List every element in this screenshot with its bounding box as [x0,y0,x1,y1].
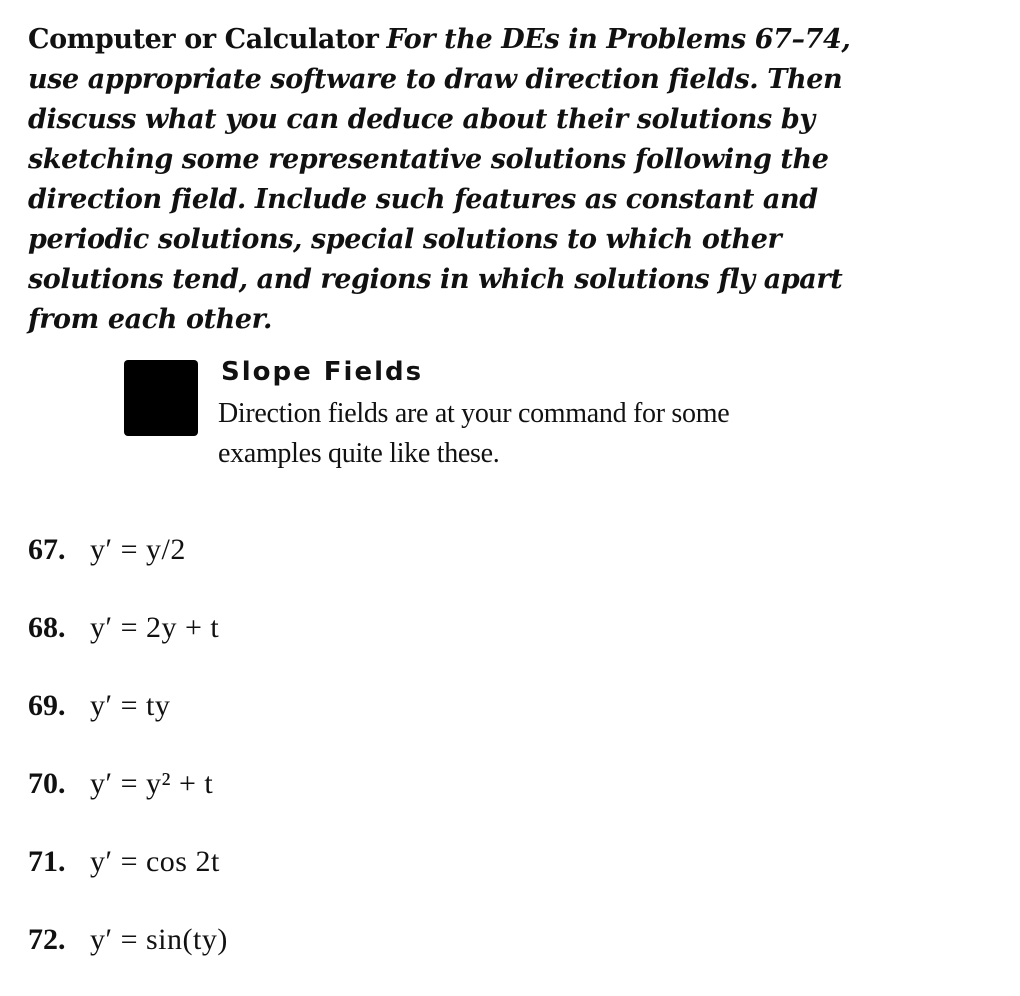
problem-equation: y′ = sin(ty) [90,923,228,956]
problem-item [28,528,728,606]
note-title: Slope Fields [221,357,424,387]
problem-item [28,840,728,918]
problem-equation: y′ = cos 2t [90,845,220,878]
instructions-text: For the DEs in Problems 67–74, use appropriate software to draw direction fields. Then discuss what you can deduce about their solutions by sketching some representative solutions following the direction field. Include such features as constant and periodic solutions, special solutions to which other solutions tend, and regions in which solutions fly apart from each other. [28,24,851,335]
problem-equation: y′ = y² + t [90,767,214,800]
problem-number: 72. [28,923,66,956]
problem-item [28,606,728,684]
instructions-paragraph [28,20,878,340]
note-text: Direction fields are at your command for some examples quite like these. [218,398,730,469]
problem-list [28,528,728,996]
section-heading: Computer or Calculator [28,24,379,55]
problem-item [28,762,728,840]
problem-number: 68. [28,611,66,644]
problem-item [28,684,728,762]
black-square-icon [124,360,198,436]
problem-equation: y′ = y/2 [90,533,186,566]
problem-number: 71. [28,845,66,878]
problem-equation: y′ = ty [90,689,171,722]
slope-fields-note [124,358,824,478]
problem-number: 69. [28,689,66,722]
problem-number: 67. [28,533,66,566]
problem-item [28,918,728,996]
problem-equation: y′ = 2y + t [90,611,220,644]
problem-number: 70. [28,767,66,800]
